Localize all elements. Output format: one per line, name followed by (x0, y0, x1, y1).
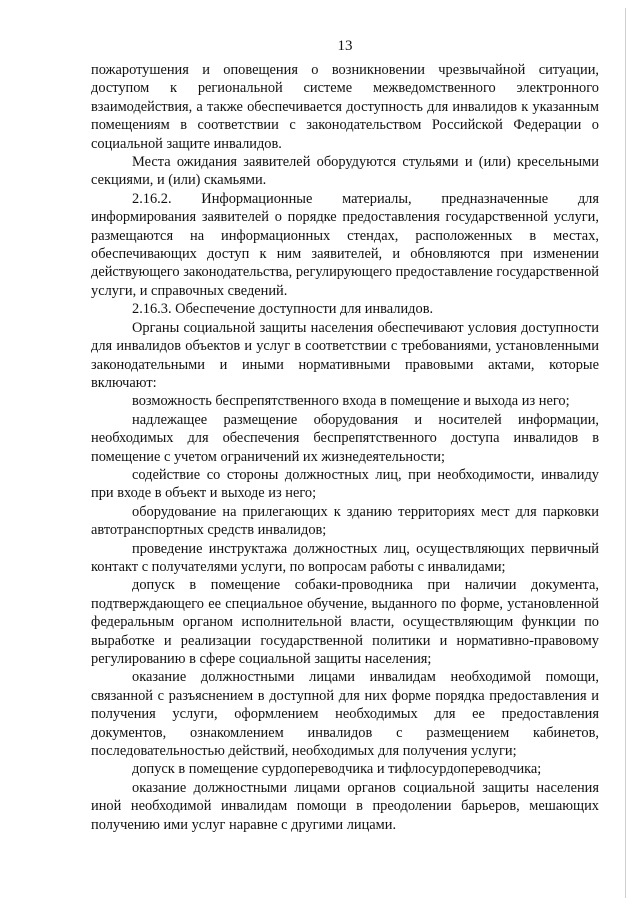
paragraph: содействие со стороны должностных лиц, при необходимости, инвалиду при входе в объект и выходе из него; (91, 466, 599, 502)
page-number: 13 (337, 38, 353, 54)
paragraph: 2.16.2. Информационные материалы, предназначенные для информирования заявителей о порядке предоставления государственной услуги, размещаются на информационных стендах, расположенных в местах, обеспечивающих доступ к ним заявителей, и обновляются при изменении действующего законодательства, регулирующего предоставление государственной услуги, и справочных сведений. (91, 190, 599, 299)
paragraph: пожаротушения и оповещения о возникновении чрезвычайной ситуации, доступом к региональной системе межведомственного электронного взаимодействия, а также обеспечивается доступность для инвалидов к указанным помещениям в соответствии с законодательством Российской Федерации о социальной защите инвалидов. (91, 62, 599, 152)
paragraph: проведение инструктажа должностных лиц, осуществляющих первичный контакт с получателями услуги, по вопросам работы с инвалидами; (91, 540, 599, 575)
paragraph: оказание должностными лицами инвалидам необходимой помощи, связанной с разъяснением в доступной для них форме порядка предоставления и получения услуги, оформлением необходимых для ее предоставления документов, ознакомлением инвалидов с размещением кабинетов, последовательностью действий, необходимых для получения услуги; (91, 669, 599, 760)
paragraph: возможность беспрепятственного входа в помещение и выхода из него; (132, 393, 570, 410)
paragraph: Органы социальной защиты населения обеспечивают условия доступности для инвалидов объектов и услуг в соответствии с требованиями, установленными законодательными и иными нормативными правовыми актами, которые включают: (91, 319, 599, 391)
scan-edge-line (625, 8, 626, 898)
paragraph: Места ожидания заявителей оборудуются стульями и (или) кресельными секциями, и (или) скамьями. (91, 154, 599, 189)
paragraph: надлежащее размещение оборудования и носителей информации, необходимых для обеспечения беспрепятственного доступа инвалидов в помещение с учетом ограничений их жизнедеятельности; (91, 411, 599, 465)
paragraph: оказание должностными лицами органов социальной защиты населения иной необходимой инвалидам помощи в преодолении барьеров, мешающих получению ими услуг наравне с другими лицами. (91, 779, 599, 833)
paragraph: 2.16.3. Обеспечение доступности для инвалидов. (132, 301, 434, 318)
paragraph: допуск в помещение сурдопереводчика и тифлосурдопереводчика; (132, 761, 542, 778)
paragraph: допуск в помещение собаки-проводника при наличии документа, подтверждающего ее специальное обучение, выданного по форме, установленной федеральным органом исполнительной власти, осуществляющим функции по выработке и реализации государственной политики и нормативно-правовому регулированию в сфере социальной защиты населения; (91, 577, 599, 667)
document-body (91, 61, 599, 834)
paragraph: оборудование на прилегающих к зданию территориях мест для парковки автотранспортных средств инвалидов; (91, 503, 599, 539)
